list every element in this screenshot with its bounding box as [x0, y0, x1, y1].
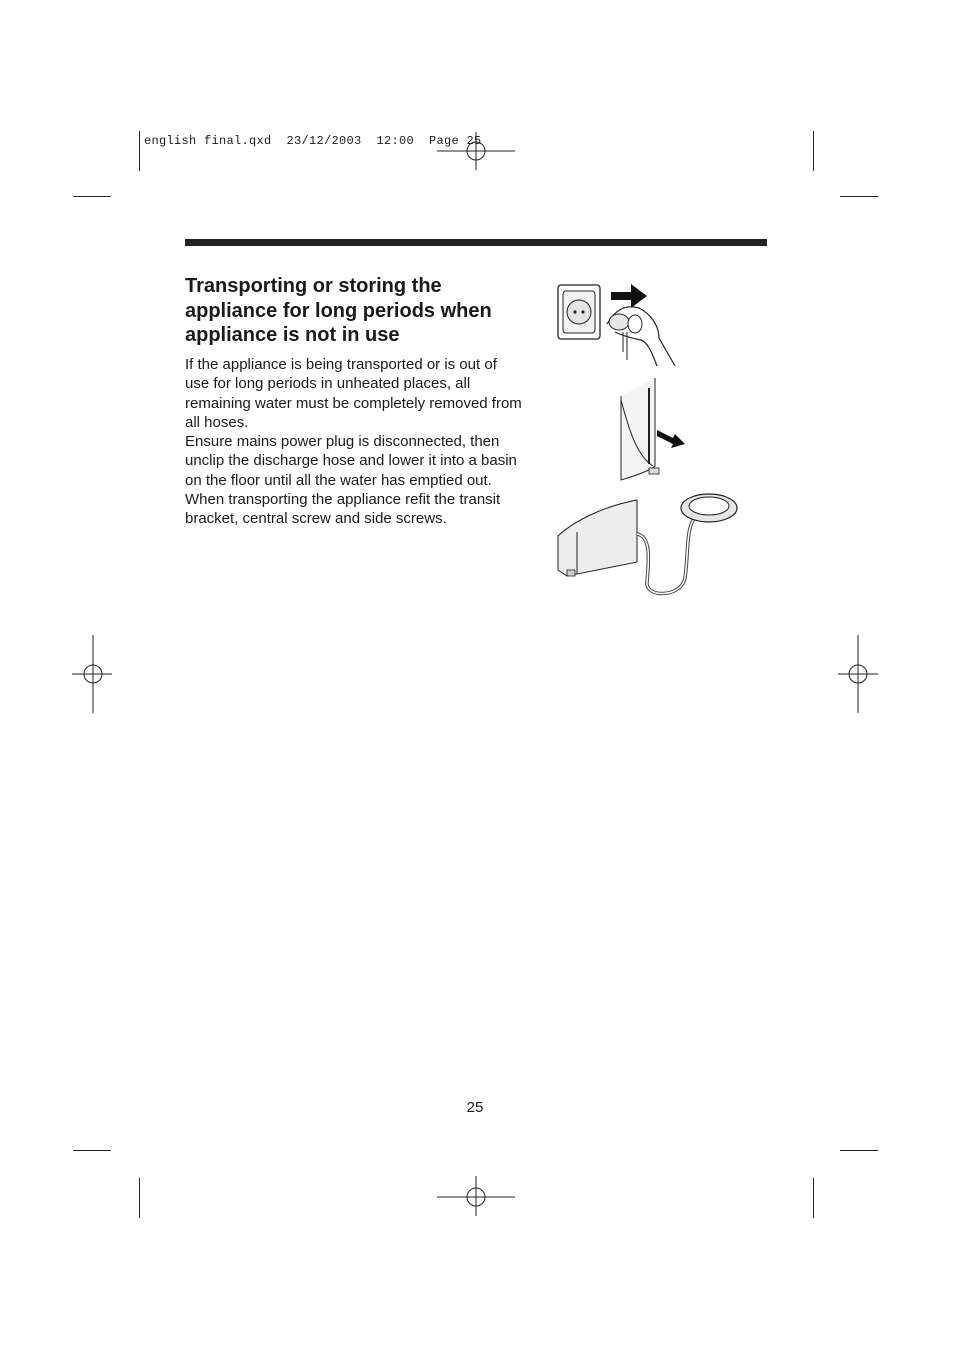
crop-mark-bottom-right-horizontal — [840, 1150, 878, 1151]
registration-mark-right — [838, 635, 880, 715]
registration-mark-left — [72, 635, 114, 715]
print-slug: english final.qxd 23/12/2003 12:00 Page 25 — [144, 134, 482, 148]
crop-mark-top-left-horizontal — [73, 196, 111, 197]
pull-arrow-icon — [611, 284, 647, 308]
registration-mark-bottom — [437, 1176, 517, 1218]
appliance-side-icon — [621, 378, 659, 480]
hand-pulling-plug-icon — [607, 307, 675, 366]
crop-mark-bottom-left-horizontal — [73, 1150, 111, 1151]
header-rule — [185, 239, 767, 246]
discharge-hose-icon — [637, 514, 697, 594]
paragraph-disconnect-and-drain: Ensure mains power plug is disconnected, then unclip the discharge hose and lower it into a basin on the floor until all the water has emptied out. — [185, 433, 517, 489]
crop-mark-bottom-right-vertical — [813, 1178, 814, 1218]
section-body — [185, 355, 525, 529]
paragraph-refit-transit-bracket: When transporting the appliance refit the transit bracket, central screw and side screws. — [185, 491, 501, 528]
appliance-base-icon — [558, 500, 637, 576]
section-title: Transporting or storing the appliance for long periods when appliance is not in use — [185, 275, 492, 346]
crop-mark-top-right-vertical — [813, 131, 814, 171]
crop-mark-top-right-horizontal — [840, 196, 878, 197]
unclip-arrow-icon — [657, 430, 685, 448]
crop-mark-top-left-vertical — [139, 131, 140, 171]
crop-mark-bottom-left-vertical — [139, 1178, 140, 1218]
paragraph-drain-hoses: If the appliance is being transported or is out of use for long periods in unheated places, all remaining water must be completely removed from all hoses. — [185, 356, 522, 431]
page-number: 25 — [466, 1099, 484, 1116]
basin-icon — [681, 494, 737, 522]
wall-socket-icon — [558, 285, 600, 339]
draining-illustration — [555, 280, 755, 600]
